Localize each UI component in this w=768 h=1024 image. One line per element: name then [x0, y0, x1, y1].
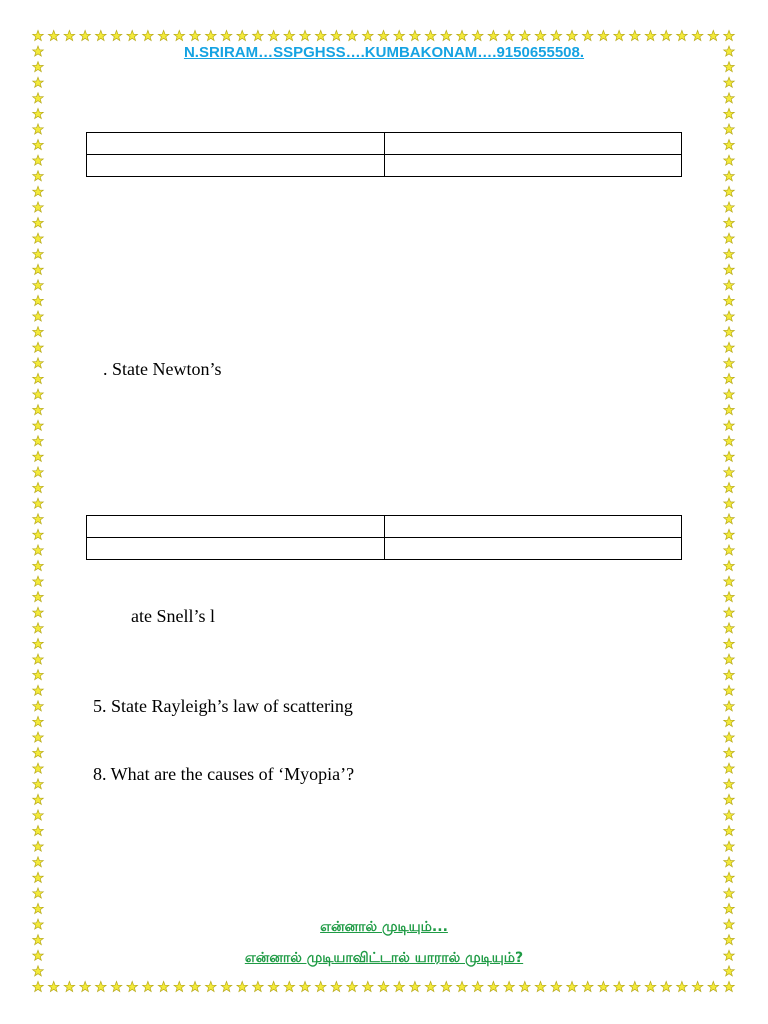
star-icon — [425, 981, 436, 991]
footer-line-2: என்னால் முடியாவிட்டால் யாரால் முடியும்? — [244, 950, 524, 966]
star-icon — [363, 30, 374, 40]
star-icon — [33, 607, 44, 617]
star-icon — [724, 841, 735, 851]
star-icon — [724, 264, 735, 274]
star-icon — [127, 981, 138, 991]
star-icon — [724, 30, 735, 40]
star-icon — [33, 857, 44, 867]
star-icon — [630, 30, 641, 40]
star-icon — [363, 981, 374, 991]
star-icon — [551, 981, 562, 991]
star-icon — [661, 30, 672, 40]
star-icon — [598, 30, 609, 40]
star-icon — [724, 529, 735, 539]
star-icon — [724, 576, 735, 586]
star-icon — [724, 607, 735, 617]
star-icon — [237, 981, 248, 991]
star-icon — [394, 981, 405, 991]
star-icon — [33, 108, 44, 118]
star-icon — [598, 981, 609, 991]
star-icon — [504, 30, 515, 40]
star-icon — [33, 280, 44, 290]
star-icon — [425, 30, 436, 40]
star-icon — [315, 981, 326, 991]
star-icon — [724, 670, 735, 680]
star-icon — [724, 451, 735, 461]
header-author-line[interactable]: N.SRIRAM…SSPGHSS….KUMBAKONAM….9150655508. — [183, 44, 585, 61]
star-icon — [268, 981, 279, 991]
star-icon — [520, 30, 531, 40]
table-cell — [384, 538, 682, 560]
table-row — [87, 133, 682, 155]
star-icon — [33, 233, 44, 243]
star-icon — [33, 794, 44, 804]
star-icon — [472, 30, 483, 40]
star-icon — [724, 373, 735, 383]
star-icon — [724, 62, 735, 72]
star-icon — [33, 701, 44, 711]
star-icon — [724, 358, 735, 368]
question-myopia: 8. What are the causes of ‘Myopia’? — [93, 764, 355, 784]
star-icon — [33, 670, 44, 680]
star-icon — [724, 108, 735, 118]
star-icon — [33, 576, 44, 586]
star-icon — [724, 685, 735, 695]
star-icon — [33, 202, 44, 212]
star-icon — [724, 280, 735, 290]
star-icon — [33, 30, 44, 40]
star-icon — [33, 685, 44, 695]
star-icon — [724, 561, 735, 571]
star-icon — [724, 872, 735, 882]
table-row — [87, 155, 682, 177]
star-icon — [206, 30, 217, 40]
star-icon — [630, 981, 641, 991]
question-rayleigh: 5. State Rayleigh’s law of scattering — [93, 696, 353, 716]
table-cell — [87, 516, 385, 538]
table-cell — [384, 516, 682, 538]
star-icon — [724, 638, 735, 648]
star-icon — [174, 30, 185, 40]
star-icon — [441, 30, 452, 40]
star-icon — [692, 981, 703, 991]
star-icon — [724, 592, 735, 602]
star-icon — [80, 30, 91, 40]
star-icon — [520, 981, 531, 991]
star-icon — [33, 389, 44, 399]
star-icon — [33, 327, 44, 337]
table-cell — [87, 133, 385, 155]
star-icon — [724, 342, 735, 352]
star-icon — [284, 30, 295, 40]
star-icon — [221, 30, 232, 40]
star-icon — [315, 30, 326, 40]
star-icon — [33, 810, 44, 820]
star-icon — [535, 30, 546, 40]
star-icon — [33, 732, 44, 742]
star-icon — [143, 30, 154, 40]
star-icon — [190, 981, 201, 991]
star-icon — [724, 545, 735, 555]
star-icon — [221, 981, 232, 991]
table-row — [87, 516, 682, 538]
star-icon — [33, 451, 44, 461]
table-row — [87, 538, 682, 560]
star-icon — [268, 30, 279, 40]
star-icon — [708, 981, 719, 991]
star-icon — [253, 981, 264, 991]
star-icon — [347, 30, 358, 40]
star-icon — [724, 732, 735, 742]
star-icon — [551, 30, 562, 40]
star-icon — [33, 716, 44, 726]
star-icon — [33, 218, 44, 228]
star-icon — [33, 529, 44, 539]
star-icon — [724, 186, 735, 196]
star-icon — [724, 981, 735, 991]
star-icon — [96, 981, 107, 991]
star-icon — [33, 155, 44, 165]
star-icon — [692, 30, 703, 40]
star-icon — [300, 981, 311, 991]
star-icon — [724, 514, 735, 524]
star-icon — [237, 30, 248, 40]
star-icon — [64, 981, 75, 991]
star-icon — [582, 981, 593, 991]
star-icon — [331, 981, 342, 991]
star-icon — [174, 981, 185, 991]
star-icon — [472, 981, 483, 991]
star-icon — [724, 202, 735, 212]
star-icon — [724, 436, 735, 446]
star-icon — [724, 903, 735, 913]
star-icon — [33, 888, 44, 898]
star-icon — [158, 30, 169, 40]
star-icon — [724, 623, 735, 633]
star-icon — [724, 779, 735, 789]
star-icon — [331, 30, 342, 40]
star-icon — [724, 295, 735, 305]
star-icon — [567, 30, 578, 40]
star-icon — [724, 171, 735, 181]
star-icon — [33, 62, 44, 72]
star-icon — [724, 420, 735, 430]
star-icon — [300, 30, 311, 40]
star-icon — [48, 981, 59, 991]
star-icon — [127, 30, 138, 40]
star-icon — [33, 763, 44, 773]
star-icon — [724, 218, 735, 228]
blank-table-2 — [86, 515, 682, 560]
star-icon — [33, 420, 44, 430]
star-icon — [708, 30, 719, 40]
star-icon — [724, 93, 735, 103]
star-icon — [33, 623, 44, 633]
star-icon — [190, 30, 201, 40]
star-icon — [457, 981, 468, 991]
star-icon — [33, 779, 44, 789]
star-icon — [33, 748, 44, 758]
star-icon — [48, 30, 59, 40]
star-icon — [33, 405, 44, 415]
star-icon — [724, 155, 735, 165]
star-icon — [206, 981, 217, 991]
table-cell — [87, 155, 385, 177]
star-icon — [441, 981, 452, 991]
star-icon — [158, 981, 169, 991]
star-icon — [33, 124, 44, 134]
footer-line-1: என்னால் முடியும்... — [320, 919, 448, 935]
star-icon — [488, 981, 499, 991]
star-icon — [504, 981, 515, 991]
star-icon — [661, 981, 672, 991]
star-icon — [645, 981, 656, 991]
star-icon — [724, 748, 735, 758]
star-icon — [111, 981, 122, 991]
star-icon — [96, 30, 107, 40]
star-icon — [724, 701, 735, 711]
star-icon — [410, 981, 421, 991]
star-icon — [33, 514, 44, 524]
star-icon — [724, 716, 735, 726]
table-cell — [384, 155, 682, 177]
star-icon — [582, 30, 593, 40]
star-icon — [677, 981, 688, 991]
star-icon — [724, 77, 735, 87]
star-icon — [33, 311, 44, 321]
star-icon — [724, 810, 735, 820]
star-icon — [33, 467, 44, 477]
star-icon — [724, 233, 735, 243]
star-icon — [33, 981, 44, 991]
star-icon — [33, 498, 44, 508]
star-icon — [111, 30, 122, 40]
star-icon — [394, 30, 405, 40]
star-icon — [33, 826, 44, 836]
star-icon — [724, 311, 735, 321]
star-icon — [724, 405, 735, 415]
star-icon — [33, 561, 44, 571]
star-icon — [33, 140, 44, 150]
star-icon — [567, 981, 578, 991]
star-icon — [535, 981, 546, 991]
star-icon — [33, 592, 44, 602]
star-icon — [33, 358, 44, 368]
star-icon — [33, 483, 44, 493]
star-icon — [33, 373, 44, 383]
star-icon — [33, 654, 44, 664]
star-icon — [724, 794, 735, 804]
star-icon — [457, 30, 468, 40]
blank-table-1 — [86, 132, 682, 177]
star-icon — [724, 763, 735, 773]
star-icon — [284, 981, 295, 991]
star-icon — [347, 981, 358, 991]
star-icon — [33, 638, 44, 648]
star-icon — [33, 264, 44, 274]
star-icon — [33, 841, 44, 851]
table-cell — [384, 133, 682, 155]
star-icon — [64, 30, 75, 40]
star-icon — [143, 981, 154, 991]
star-icon — [253, 30, 264, 40]
star-icon — [724, 498, 735, 508]
star-icon — [724, 124, 735, 134]
table-cell — [87, 538, 385, 560]
star-icon — [724, 888, 735, 898]
star-icon — [614, 30, 625, 40]
star-icon — [33, 295, 44, 305]
star-icon — [614, 981, 625, 991]
star-icon — [80, 981, 91, 991]
star-icon — [33, 93, 44, 103]
star-icon — [410, 30, 421, 40]
star-icon — [33, 436, 44, 446]
star-icon — [33, 903, 44, 913]
star-icon — [645, 30, 656, 40]
star-icon — [33, 872, 44, 882]
star-icon — [724, 249, 735, 259]
star-icon — [724, 654, 735, 664]
star-icon — [33, 249, 44, 259]
star-icon — [724, 483, 735, 493]
star-icon — [33, 186, 44, 196]
star-icon — [33, 545, 44, 555]
question-newton: . State Newton’s — [103, 359, 222, 379]
star-icon — [378, 30, 389, 40]
star-icon — [378, 981, 389, 991]
star-icon — [724, 467, 735, 477]
star-icon — [724, 140, 735, 150]
star-icon — [33, 77, 44, 87]
star-icon — [33, 342, 44, 352]
star-icon — [33, 171, 44, 181]
star-icon — [488, 30, 499, 40]
star-icon — [724, 327, 735, 337]
star-icon — [724, 857, 735, 867]
question-snell: ate Snell’s l — [131, 606, 215, 626]
star-icon — [677, 30, 688, 40]
star-icon — [724, 826, 735, 836]
star-icon — [724, 389, 735, 399]
